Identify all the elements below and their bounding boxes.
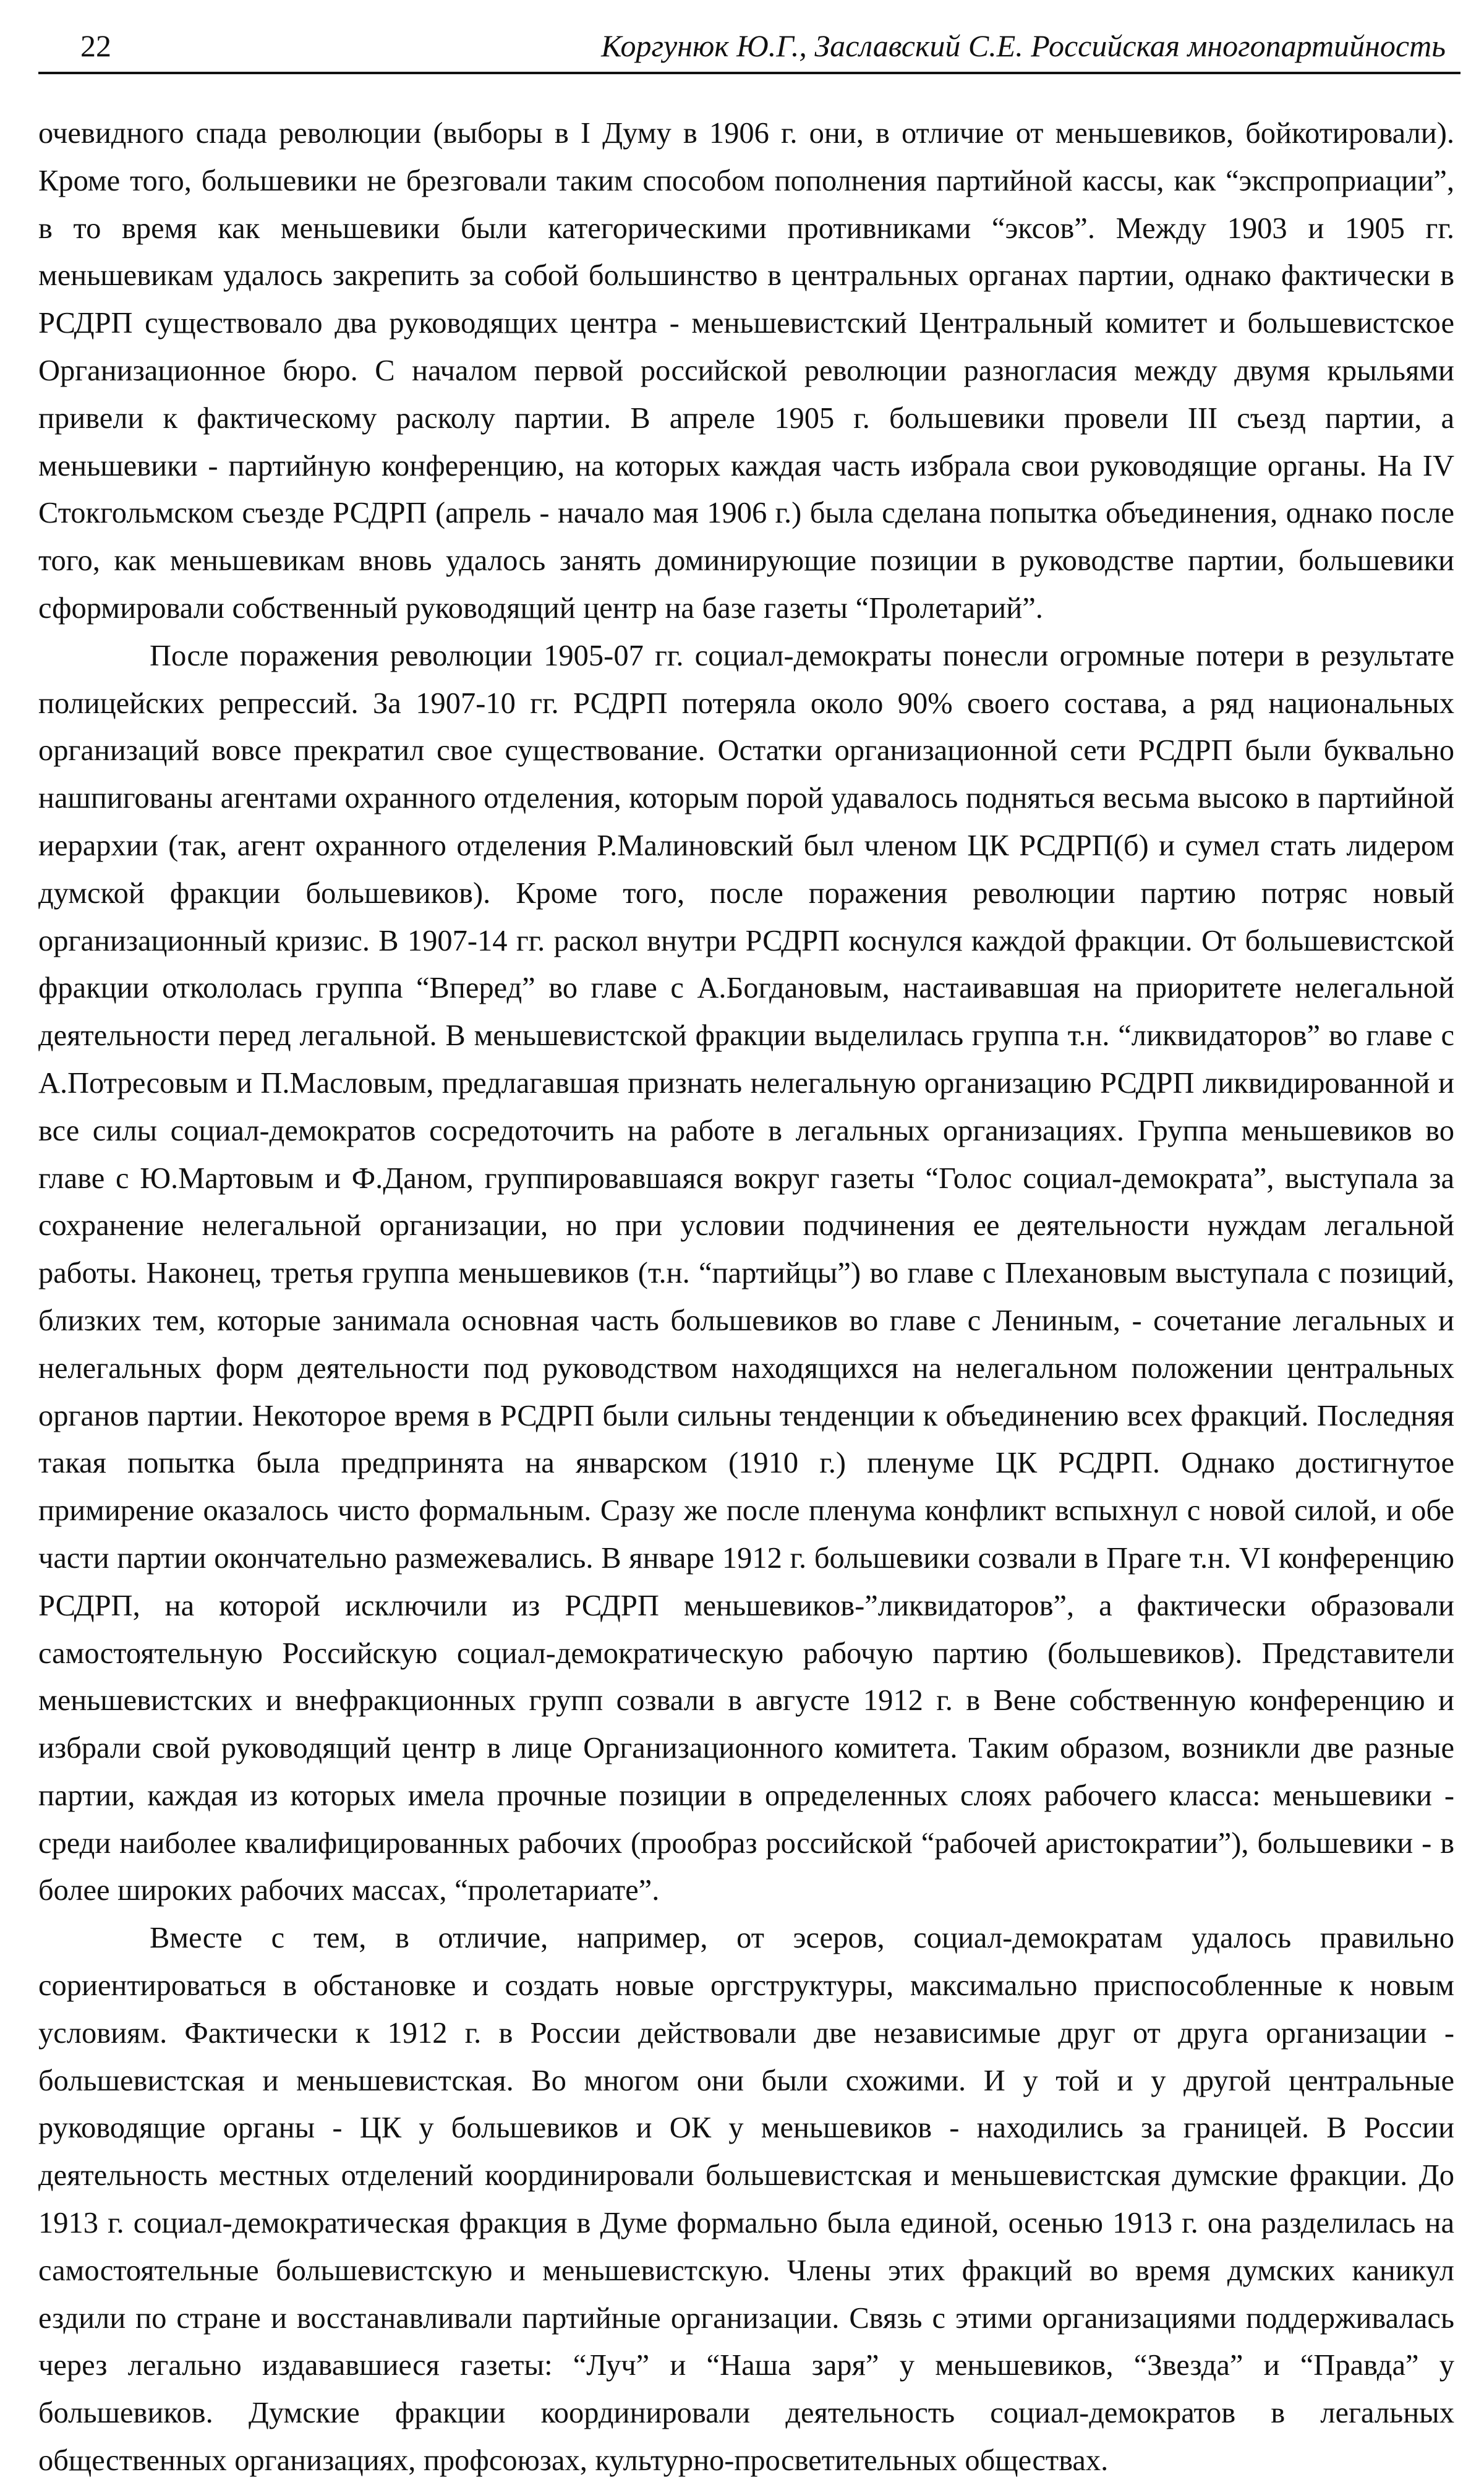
body-text bbox=[38, 110, 1454, 2485]
page-number: 22 bbox=[80, 28, 111, 63]
running-title: Коргунюк Ю.Г., Заславский С.Е. Российская многопартийность bbox=[601, 28, 1446, 63]
paragraph-continuation: очевидного спада революции (выборы в I Думу в 1906 г. они, в отличие от меньшевиков, бойкотировали). Кроме того, большевики не брезговали таким способом пополнения партийной кассы, как “экспроприации”, в то время как меньшевики были категорическими противниками “эксов”. Между 1903 и 1905 гг. меньшевикам удалось закрепить за собой большинство в центральных органах партии, однако фактически в РСДРП существовало два руководящих центра - меньшевистский Центральный комитет и большевистское Организационное бюро. С началом первой российской революции разногласия между двумя крыльями привели к фактическому расколу партии. В апреле 1905 г. большевики провели III съезд партии, а меньшевики - партийную конференцию, на которых каждая часть избрала свои руководящие органы. На IV Стокгольмском съезде РСДРП (апрель - начало мая 1906 г.) была сделана попытка объединения, однако после того, как меньшевикам вновь удалось занять доминирующие позиции в руководстве партии, большевики сформировали собственный руководящий центр на базе газеты “Пролетарий”. bbox=[38, 117, 1454, 625]
running-header bbox=[38, 24, 1461, 74]
paragraph: Вместе с тем, в отличие, например, от эсеров, социал-демократам удалось правильно сориентироваться в обстановке и создать новые оргструктуры, максимально приспособленные к новым условиям. Фактически к 1912 г. в России действовали две независимые друг от друга организации - большевистская и меньшевистская. Во многом они были схожими. И у той и у другой центральные руководящие органы - ЦК у большевиков и ОК у меньшевиков - находились за границей. В России деятельность местных отделений координировали большевистская и меньшевистская думские фракции. До 1913 г. социал-демократическая фракция в Думе формально была единой, осенью 1913 г. она разделилась на самостоятельные большевистскую и меньшевистскую. Члены этих фракций во время думских каникул ездили по стране и восстанавливали партийные организации. Связь с этими организациями поддерживалась через легально издававшиеся газеты: “Луч” и “Наша заря” у меньшевиков, “Звезда” и “Правда” у большевиков. Думские фракции координировали деятельность социал-демократов в легальных общественных организациях, профсоюзах, культурно-просветительных обществах. bbox=[38, 1922, 1454, 2478]
paragraph: После поражения революции 1905-07 гг. социал-демократы понесли огромные потери в результате полицейских репрессий. За 1907-10 гг. РСДРП потеряла около 90% своего состава, а ряд национальных организаций вовсе прекратил свое существование. Остатки организационной сети РСДРП были буквально нашпигованы агентами охранного отделения, которым порой удавалось подняться весьма высоко в партийной иерархии (так, агент охранного отделения Р.Малиновский был членом ЦК РСДРП(б) и сумел стать лидером думской фракции большевиков). Кроме того, после поражения революции партию потряс новый организационный кризис. В 1907-14 гг. раскол внутри РСДРП коснулся каждой фракции. От большевистской фракции откололась группа “Вперед” во главе с А.Богдановым, настаивавшая на приоритете нелегальной деятельности перед легальной. В меньшевистской фракции выделилась группа т.н. “ликвидаторов” во главе с А.Потресовым и П.Масловым, предлагавшая признать нелегальную организацию РСДРП ликвидированной и все силы социал-демократов сосредоточить на работе в легальных организациях. Группа меньшевиков во главе с Ю.Мартовым и Ф.Даном, группировавшаяся вокруг газеты “Голос социал-демократа”, выступала за сохранение нелегальной организации, но при условии подчинения ее деятельности нуждам легальной работы. Наконец, третья группа меньшевиков (т.н. “партийцы”) во главе с Плехановым выступала с позиций, близких тем, которые занимала основная часть большевиков во главе с Лениным, - сочетание легальных и нелегальных форм деятельности под руководством находящихся на нелегальном положении центральных органов партии. Некоторое время в РСДРП были сильны тенденции к объединению всех фракций. Последняя такая попытка была предпринята на январском (1910 г.) пленуме ЦК РСДРП. Однако достигнутое примирение оказалось чисто формальным. Сразу же после пленума конфликт вспыхнул с новой силой, и обе части партии окончательно размежевались. В январе 1912 г. большевики созвали в Праге т.н. VI конференцию РСДРП, на которой исключили из РСДРП меньшевиков-”ликвидаторов”, а фактически образовали самостоятельную Российскую социал-демократическую рабочую партию (большевиков). Представители меньшевистских и внефракционных групп созвали в августе 1912 г. в Вене собственную конференцию и избрали свой руководящий центр в лице Организационного комитета. Таким образом, возникли две разные партии, каждая из которых имела прочные позиции в определенных слоях рабочего класса: меньшевики - среди наиболее квалифицированных рабочих (прообраз российской “рабочей аристократии”), большевики - в более широких рабочих массах, “пролетариате”. bbox=[38, 639, 1454, 1907]
